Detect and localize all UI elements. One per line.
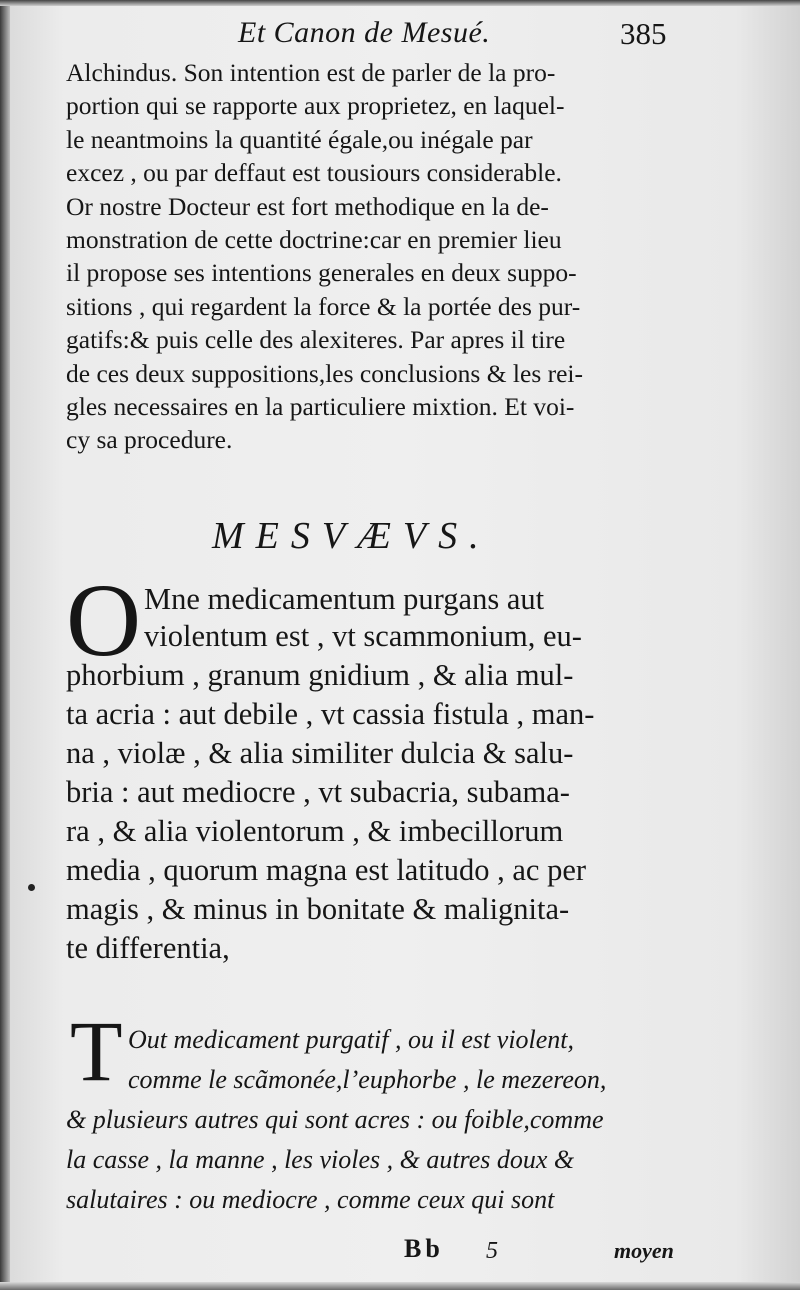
commentary-paragraph [66,56,684,457]
signature-mark: Bb [404,1234,444,1263]
latin-line: phorbium , granum gnidium , & alia mul- [66,658,574,692]
running-title: Et Canon de Mesué. [238,16,491,49]
translation-line: comme le scãmonée,l’euphorbe , le mezereon, [128,1065,607,1094]
commentary-line: gatifs:& puis celle des alexiteres. Par apres il tire [66,325,566,355]
catchword: moyen [614,1238,674,1263]
latin-line: Mne medicamentum purgans aut [144,582,545,616]
commentary-line: portion qui se rapporte aux proprietez, en laquel- [66,91,565,121]
commentary-line: le neantmoins la quantité égale,ou inégale par [66,124,533,154]
latin-line: bria : aut mediocre , vt subacria, subama- [66,775,570,809]
commentary-line: Or nostre Docteur est fort methodique en la de- [66,191,549,221]
latin-line: violentum est , vt scammonium, eu- [144,619,582,653]
section-title: MESVÆVS. [212,515,491,557]
signature-number: 5 [486,1238,498,1264]
drop-cap-letter: T [70,1003,123,1099]
page-binding-edge [0,0,10,1290]
commentary-line: il propose ses intentions generales en deux suppo- [66,258,577,288]
translation-line: salutaires : ou mediocre , comme ceux qui sont [66,1185,555,1214]
translation-line: & plusieurs autres qui sont acres : ou foible,comme [66,1105,604,1134]
latin-line: magis , & minus in bonitate & malignita- [66,892,570,926]
latin-line: na , violæ , & alia similiter dulcia & salu- [66,736,574,770]
french-translation-block [66,1003,690,1244]
latin-line: te differentia, [66,931,230,965]
latin-line: ta acria : aut debile , vt cassia fistula , man- [66,697,595,731]
commentary-line: sitions , qui regardent la force & la portée des pur- [66,291,581,321]
drop-cap-letter: O [66,563,142,678]
commentary-line: monstration de cette doctrine:car en premier lieu [66,224,562,254]
page-header [0,14,800,54]
translation-line: la casse , la manne , les violes , & autres doux & [66,1145,575,1174]
commentary-line: de ces deux suppositions,les conclusions & les rei- [66,358,583,388]
commentary-line: gles necessaires en la particuliere mixtion. Et voi- [66,391,575,421]
commentary-line: Alchindus. Son intention est de parler de la pro- [66,58,556,87]
commentary-line: excez , ou par deffaut est tousiours considerable. [66,158,562,188]
page-top-edge [0,0,800,6]
page-footer [0,1234,800,1274]
latin-line: ra , & alia violentorum , & imbecillorum [66,814,564,848]
latin-text-block [66,563,690,996]
margin-ink-mark [28,884,35,891]
latin-line: media , quorum magna est latitudo , ac per [66,853,587,887]
translation-line: Out medicament purgatif , ou il est violent, [128,1025,575,1054]
page-bottom-edge [0,1282,800,1290]
commentary-line: cy sa procedure. [66,425,233,455]
page-number: 385 [620,16,667,51]
